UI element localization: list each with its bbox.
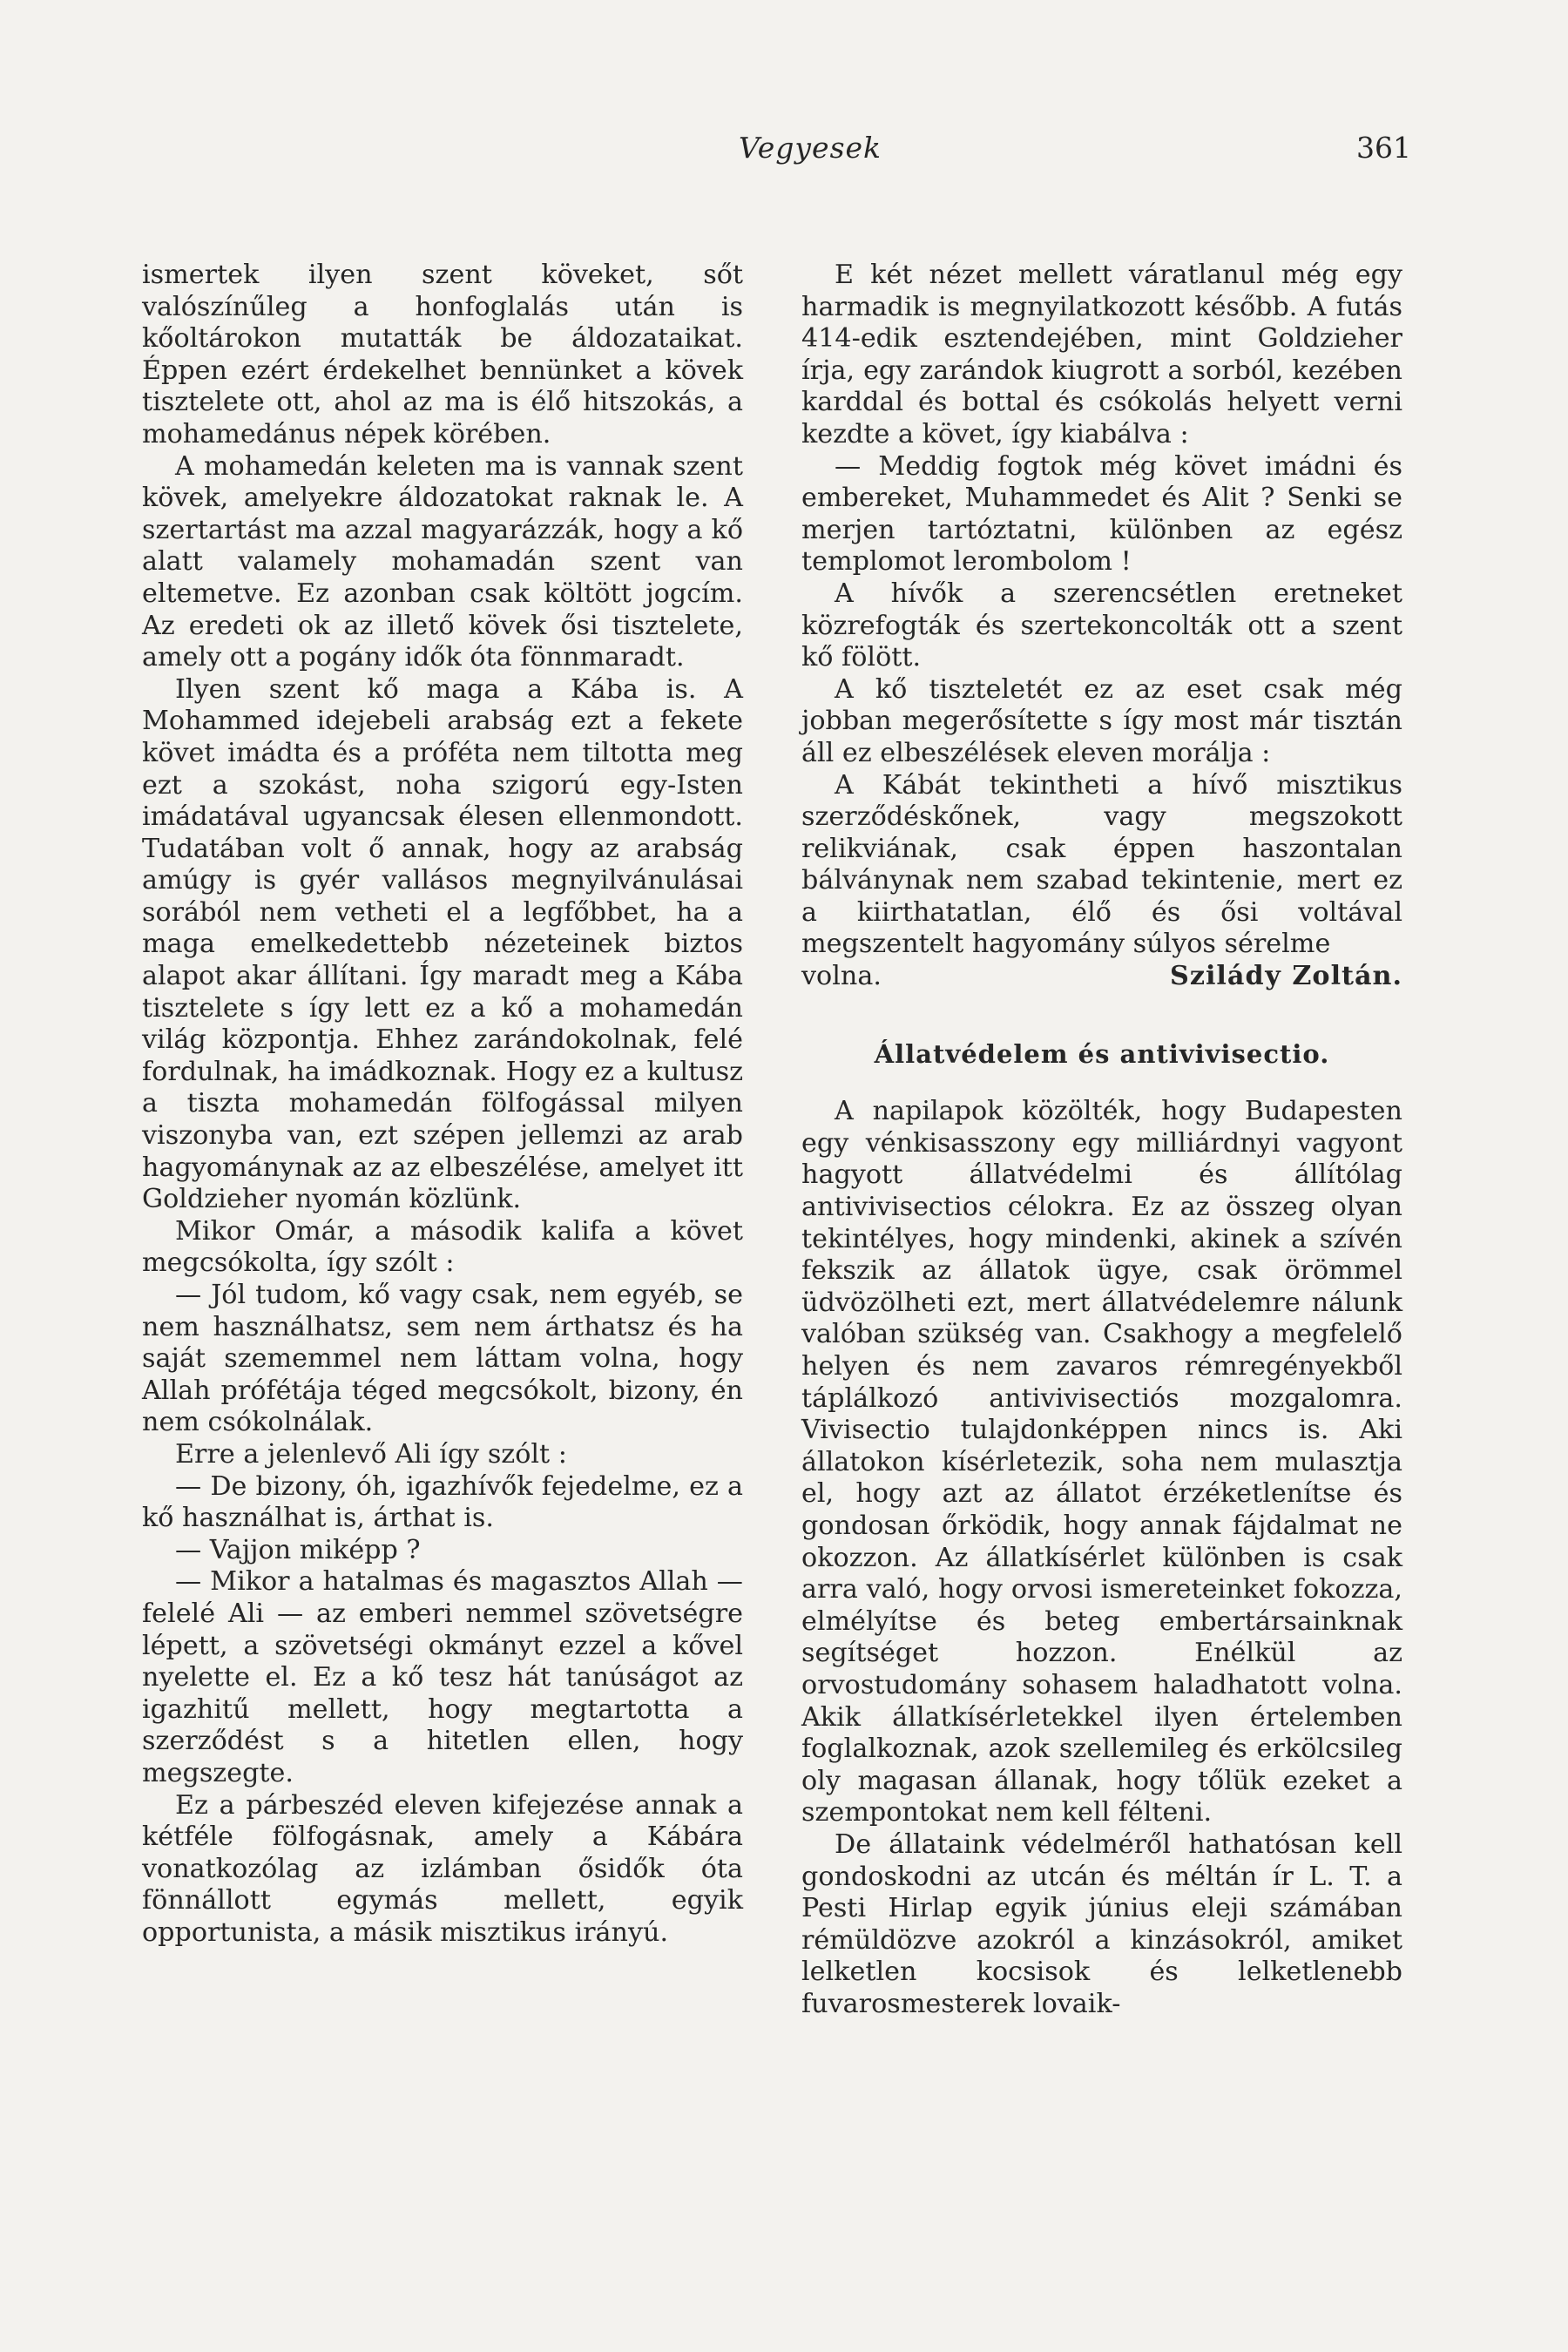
running-head (0, 131, 1568, 183)
paragraph: Mikor Omár, a második kalifa a követ megcsókolta, így szólt : (142, 1215, 743, 1279)
paragraph: Erre a jelenlevő Ali így szólt : (175, 1438, 567, 1470)
running-head-title: Vegyesek (738, 131, 882, 165)
paragraph: A mohamedán keleten ma is vannak szent kövek, amelyekre áldozatokat raknak le. A szertartást ma azzal magyarázzák, hogy a kő alatt valamely mohamadán szent van eltemetve. Ez azonban csak költött jogcím. Az eredeti ok az illető kövek ősi tisztelete, amely ott a pogány idők óta fönnmaradt. (142, 450, 743, 673)
right-column (801, 260, 1402, 2020)
dialogue-paragraph: — De bizony, óh, igazhívők fejedelme, ez a kő használhat is, árthat is. (142, 1470, 743, 1534)
author-signature: Sziládу Zoltán. (1170, 961, 1402, 992)
paragraph: A Kábát tekintheti a hívő misztikus szerződéskőnek, vagy megszokott relikviának, csak éppen haszontalan bálványnak nem szabad tekintenie, mert ez a kiirthatatlan, élő és ősi voltával megszentelt hagyomány súlyos sérelme (801, 769, 1402, 960)
paragraph: Ilyen szent kő maga a Kába is. A Mohammed idejebeli arabság ezt a fekete követ imádta és a próféta nem tiltotta meg ezt a szokást, noha szigorú egy-Isten imádatával ugyancsak élesen ellenmondott. Tudatában volt ő annak, hogy az arabság amúgy is gyér vallásos megnyilvánulásai sorából nem vetheti el a legfőbbet, ha a maga emelkedettebb nézeteinek biztos alapot akar állítani. Így maradt meg a Kába tisztelete s így lett ez a kő a mohamedán világ központja. Ehhez zarándokolnak, felé fordulnak, ha imádkoznak. Hogy ez a kultusz a tiszta mohamedán fölfogással milyen viszonyba van, ezt szépen jellemzi az arab hagyománynak az az elbeszélése, amelyet itt Goldzieher nyomán közlünk. (142, 673, 743, 1215)
left-column (142, 260, 743, 1949)
section-heading: Állatvédelem és antivivisectio. (874, 1038, 1330, 1069)
signature-line (801, 961, 1402, 993)
paragraph: Ez a párbeszéd eleven kifejezése annak a kétféle fölfogásnak, amely a Kábára vonatkozólag az izlámban ősidők óta fönnállott egymás mellett, egyik opportunista, a másik misztikus irányú. (142, 1789, 743, 1948)
paragraph: E két nézet mellett váratlanul még egy harmadik is megnyilatkozott később. A futás 414-edik esztendejében, mint Goldzieher írja, egy zarándok kiugrott a sorból, kezében karddal és bottal és csókolás helyett verni kezdte a követ, így kiabálva : (801, 260, 1402, 449)
dialogue-paragraph: — Mikor a hatalmas és magasztos Allah — felelé Ali — az emberi nemmel szövetségre lépett, a szövetségi okmányt ezzel a kővel nyelette el. Ez a kő tesz hát tanúságot az igazhitű mellett, hogy megtartotta a szerződést s a hitetlen ellen, hogy megszegte. (142, 1566, 743, 1788)
paragraph: A hívők a szerencsétlen eretneket közrefogták és szertekoncolták ott a szent kő fölött. (801, 578, 1402, 673)
dialogue-paragraph: — Jól tudom, kő vagy csak, nem egyéb, se nem használhatsz, sem nem árthatsz és ha saját szememmel nem láttam volna, hogy Allah prófétája téged megcsókolt, bizony, én nem csókolnálak. (142, 1280, 743, 1438)
dialogue-paragraph: — Vajjon miképp ? (175, 1534, 421, 1565)
paragraph: ismertek ilyen szent köveket, sőt valószínűleg a honfoglalás után is kőoltárokon mutatták be áldozataikat. Éppen ezért érdekelhet bennünket a kövek tisztelete ott, ahol az ma is élő hitszokás, a mohamedánus népek körében. (142, 260, 743, 449)
paragraph: A napilapok közölték, hogy Budapesten egy vénkisasszony egy milliárdnyi vagyont hagyott állatvédelmi és állítólag antivivisectios célokra. Ez az összeg olyan tekintélyes, hogy mindenki, akinek a szívén fekszik az állatok ügye, csak örömmel üdvözölheti ezt, mert állatvédelemre nálunk valóban szükség van. Csakhogy a megfelelő helyen és nem zavaros rémregényekből táplálkozó antivivisectiós mozgalomra. Vivisectio tulajdonképpen nincs is. Aki állatokon kísérletezik, soha nem mulasztja el, hogy azt az állatot érzéketlenítse és gondosan őrködik, hogy annak fájdalmat ne okozzon. Az állatkísérlet különben is csak arra való, hogy orvosi ismereteinket fokozza, elmélyítse és beteg embertársainknak segítséget hozzon. Enélkül az orvostudomány sohasem haladhatott volna. Akik állatkísérletekkel ilyen értelemben foglalkoznak, azok szellemileg és erkölcsileg oly magasan állanak, hogy tőlük ezeket a szempontokat nem kell félteni. (801, 1096, 1402, 1828)
page-number: 361 (1356, 131, 1411, 165)
paragraph: De állataink védelméről hathatósan kell gondoskodni az utcán és méltán ír L. T. a Pesti Hirlap egyik június eleji számában rémüldözve azokról a kinzásokról, amiket lelketlen kocsisok és lelketlenebb fuvarosmesterek lovaik- (801, 1828, 1402, 2019)
dialogue-paragraph: — Meddig fogtok még követ imádni és embereket, Muhammedet és Alit ? Senki se merjen tartóztatni, különben az egész templomot lerombolom ! (801, 450, 1402, 578)
closing-word: volna. (801, 961, 882, 992)
paragraph: A kő tiszteletét ez az eset csak még jobban megerősítette s így most már tisztán áll ez elbeszélések eleven morálja : (801, 673, 1402, 768)
